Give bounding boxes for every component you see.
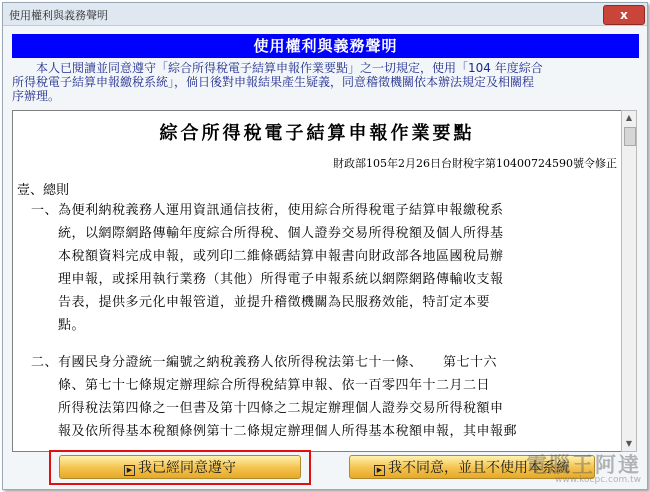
agree-button-label: 我已經同意遵守 <box>138 460 236 476</box>
watermark-url: www.kocpc.com.tw <box>555 475 641 485</box>
paragraph-line: 告表，提供多元化申報管道，並提升稽徵機關為民服務效能，特訂定本要 <box>31 295 491 310</box>
header-banner: 使用權利與義務聲明 <box>12 34 639 58</box>
paragraph-line: 本稅額資料完成申報，或列印二維條碼結算申報書向財政部各地區國稅局辦 <box>31 249 504 264</box>
scroll-down-arrow-icon[interactable]: ▼ <box>625 439 633 448</box>
document-subtitle: 財政部105年2月26日台財稅字第10400724590號令修正 <box>333 157 617 170</box>
paragraph-line: 統，以網際網路傳輸年度綜合所得稅、個人證券交易所得稅額及個人所得基 <box>31 226 504 241</box>
paragraph-line: 一、為便利納稅義務人運用資訊通信技術，使用綜合所得稅電子結算申報繳稅系 <box>31 203 504 218</box>
paragraph-line: 點。 <box>31 318 86 333</box>
notice-line: 序辦理。 <box>12 89 61 103</box>
document-title: 綜合所得稅電子結算申報作業要點 <box>159 123 475 144</box>
document-viewer[interactable] <box>12 110 622 452</box>
scroll-thumb[interactable] <box>624 127 636 146</box>
section-heading: 壹、總則 <box>17 183 70 198</box>
paragraph-line: 報及依所得基本稅額條例第十二條規定辦理個人所得基本稅額申報，其申報郵 <box>31 424 518 439</box>
paragraph-line: 二、有國民身分證統一編號之納稅義務人依所得稅法第七十一條、 第七十六 <box>31 355 498 370</box>
paragraph-line: 理申報，或採用執行業務（其他）所得電子申報系統以網際網路傳輸收支報 <box>31 272 504 287</box>
title-bar[interactable] <box>3 3 647 26</box>
scroll-up-arrow-icon[interactable]: ▲ <box>625 113 633 122</box>
disagree-button-label: 我不同意，並且不使用本系統 <box>388 460 570 476</box>
paragraph-2 <box>31 351 616 443</box>
notice-line: 本人已閱讀並同意遵守「綜合所得稅電子結算申報作業要點」之一切規定，使用「104 年度綜合 <box>12 61 543 75</box>
notice-line: 所得稅電子結算申報繳稅系統」，倘日後對申報結果產生疑義，同意稽徵機關依本辦法規定及相關程 <box>12 75 535 89</box>
agree-button[interactable] <box>59 455 301 479</box>
window-title: 使用權利與義務聲明 <box>9 9 108 22</box>
watermark-text: 電腦王阿達 <box>526 453 641 477</box>
close-button[interactable]: x <box>603 5 645 25</box>
button-square-icon: ▶ <box>124 465 135 476</box>
paragraph-line: 條、第七十七條規定辦理綜合所得稅結算申報、依一百零四年十二月二日 <box>31 378 491 393</box>
paragraph-1 <box>31 199 616 337</box>
button-square-icon: ▶ <box>374 465 385 476</box>
document-scrollbar[interactable] <box>621 110 637 452</box>
dialog-window <box>2 2 648 490</box>
consent-notice <box>12 61 637 103</box>
paragraph-line: 所得稅法第四條之一但書及第十四條之二規定辦理個人證券交易所得稅額申 <box>31 401 504 416</box>
